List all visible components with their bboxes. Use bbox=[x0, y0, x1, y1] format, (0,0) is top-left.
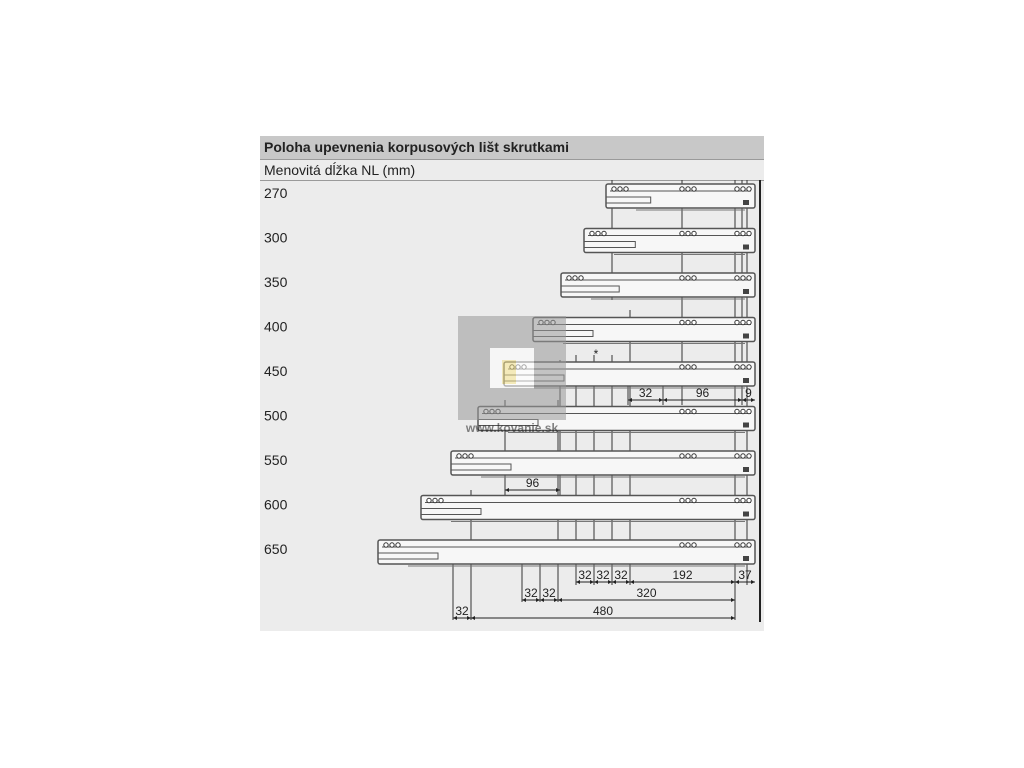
screw-hole bbox=[692, 231, 696, 235]
screw-hole bbox=[747, 543, 751, 547]
screw-hole bbox=[735, 187, 739, 191]
rail-clip bbox=[743, 467, 749, 472]
screw-hole bbox=[680, 187, 684, 191]
screw-hole bbox=[747, 409, 751, 413]
screw-hole bbox=[686, 498, 690, 502]
star-marker: * bbox=[593, 347, 599, 361]
screw-hole bbox=[469, 454, 473, 458]
screw-hole bbox=[747, 365, 751, 369]
rail-row-600 bbox=[264, 496, 755, 522]
dimension-label: 9 bbox=[745, 386, 752, 400]
dimension-label: 32 bbox=[542, 586, 556, 600]
row-label: 500 bbox=[264, 407, 288, 424]
screw-hole bbox=[735, 498, 739, 502]
rail-row-300 bbox=[264, 229, 755, 255]
screw-hole bbox=[692, 365, 696, 369]
screw-hole bbox=[573, 276, 577, 280]
screw-hole bbox=[433, 498, 437, 502]
screw-hole bbox=[735, 365, 739, 369]
screw-hole bbox=[735, 320, 739, 324]
rail-clip bbox=[743, 200, 749, 205]
screw-hole bbox=[741, 187, 745, 191]
screw-hole bbox=[396, 543, 400, 547]
row-label: 600 bbox=[264, 496, 288, 513]
screw-hole bbox=[680, 231, 684, 235]
screw-hole bbox=[692, 409, 696, 413]
screw-hole bbox=[590, 231, 594, 235]
screw-hole bbox=[735, 454, 739, 458]
screw-hole bbox=[567, 276, 571, 280]
screw-hole bbox=[680, 543, 684, 547]
screw-hole bbox=[686, 276, 690, 280]
diagram-title: Poloha upevnenia korpusových lišt skrutkami bbox=[264, 139, 569, 155]
column-header-nominal-length: Menovitá dĺžka NL (mm) bbox=[264, 162, 416, 178]
screw-hole bbox=[692, 454, 696, 458]
screw-hole bbox=[427, 498, 431, 502]
row-label: 550 bbox=[264, 452, 288, 468]
dimension-label: 96 bbox=[525, 476, 540, 490]
drawer-rail bbox=[533, 318, 755, 342]
screw-hole bbox=[692, 276, 696, 280]
dimension-chain-550 bbox=[505, 476, 560, 492]
rail-clip bbox=[743, 378, 749, 383]
screw-hole bbox=[747, 231, 751, 235]
row-label: 650 bbox=[264, 541, 288, 557]
screw-hole bbox=[692, 543, 696, 547]
screw-hole bbox=[735, 276, 739, 280]
drawer-rail bbox=[378, 540, 755, 564]
screw-hole bbox=[692, 320, 696, 324]
dimension-chain-bottom-b bbox=[522, 586, 735, 602]
dimension-label: 32 bbox=[596, 568, 610, 582]
screw-hole bbox=[686, 187, 690, 191]
rail-row-650 bbox=[264, 540, 755, 566]
rail-clip bbox=[743, 334, 749, 339]
rail-row-350 bbox=[264, 273, 755, 299]
rail-clip bbox=[743, 289, 749, 294]
screw-hole bbox=[612, 187, 616, 191]
screw-hole bbox=[741, 276, 745, 280]
screw-hole bbox=[686, 231, 690, 235]
dimension-chain-bottom-a bbox=[576, 568, 755, 584]
rail-clip bbox=[743, 556, 749, 561]
screw-hole bbox=[741, 409, 745, 413]
screw-hole bbox=[747, 454, 751, 458]
screw-hole bbox=[680, 498, 684, 502]
rail-clip bbox=[743, 245, 749, 250]
watermark-text: www.kovanie.sk bbox=[465, 421, 559, 435]
screw-hole bbox=[735, 543, 739, 547]
screw-hole bbox=[692, 498, 696, 502]
rail-clip bbox=[743, 512, 749, 517]
screw-hole bbox=[680, 365, 684, 369]
screw-hole bbox=[390, 543, 394, 547]
dimension-label: 32 bbox=[455, 604, 469, 618]
screw-hole bbox=[747, 498, 751, 502]
screw-hole bbox=[692, 187, 696, 191]
screw-hole bbox=[596, 231, 600, 235]
screw-hole bbox=[579, 276, 583, 280]
dimension-label: 37 bbox=[738, 568, 752, 582]
screw-hole bbox=[680, 320, 684, 324]
drawer-rail bbox=[451, 451, 755, 475]
screw-hole bbox=[384, 543, 388, 547]
dimension-label: 320 bbox=[636, 586, 657, 600]
screw-hole bbox=[741, 320, 745, 324]
drawer-rail bbox=[421, 496, 755, 520]
screw-hole bbox=[686, 365, 690, 369]
row-label: 300 bbox=[264, 229, 288, 246]
dimension-chain-bottom-c bbox=[453, 604, 735, 620]
screw-hole bbox=[686, 320, 690, 324]
screw-hole bbox=[463, 454, 467, 458]
screw-hole bbox=[741, 231, 745, 235]
screw-hole bbox=[686, 543, 690, 547]
row-label: 400 bbox=[264, 318, 288, 335]
watermark-highlight bbox=[502, 360, 516, 384]
screw-hole bbox=[686, 409, 690, 413]
screw-hole bbox=[680, 409, 684, 413]
screw-hole bbox=[680, 276, 684, 280]
row-label: 270 bbox=[264, 185, 288, 201]
dimension-label: 32 bbox=[614, 568, 628, 582]
watermark-logo bbox=[458, 316, 566, 435]
dimension-label: 480 bbox=[592, 604, 614, 618]
screw-hole bbox=[624, 187, 628, 191]
dimension-label: 32 bbox=[638, 386, 653, 400]
screw-hole bbox=[735, 231, 739, 235]
row-label: 350 bbox=[264, 274, 288, 290]
screw-hole bbox=[680, 454, 684, 458]
screw-hole bbox=[618, 187, 622, 191]
screw-hole bbox=[747, 276, 751, 280]
screw-hole bbox=[747, 187, 751, 191]
dimension-label: 32 bbox=[524, 586, 538, 600]
dimension-label: 32 bbox=[578, 568, 592, 582]
rail-row-550 bbox=[264, 451, 755, 477]
screw-hole bbox=[686, 454, 690, 458]
screw-hole bbox=[602, 231, 606, 235]
screw-hole bbox=[439, 498, 443, 502]
drawer-rail bbox=[561, 273, 755, 297]
screw-hole bbox=[741, 498, 745, 502]
screw-hole bbox=[735, 409, 739, 413]
screw-hole bbox=[741, 543, 745, 547]
screw-hole bbox=[741, 365, 745, 369]
dimension-label: 96 bbox=[695, 386, 710, 400]
rail-clip bbox=[743, 423, 749, 428]
screw-hole bbox=[747, 320, 751, 324]
row-label: 450 bbox=[264, 363, 288, 379]
dimension-label: 192 bbox=[672, 568, 693, 582]
rail-row-270 bbox=[264, 184, 755, 210]
screw-hole bbox=[741, 454, 745, 458]
screw-hole bbox=[457, 454, 461, 458]
drawer-rail bbox=[584, 229, 755, 253]
